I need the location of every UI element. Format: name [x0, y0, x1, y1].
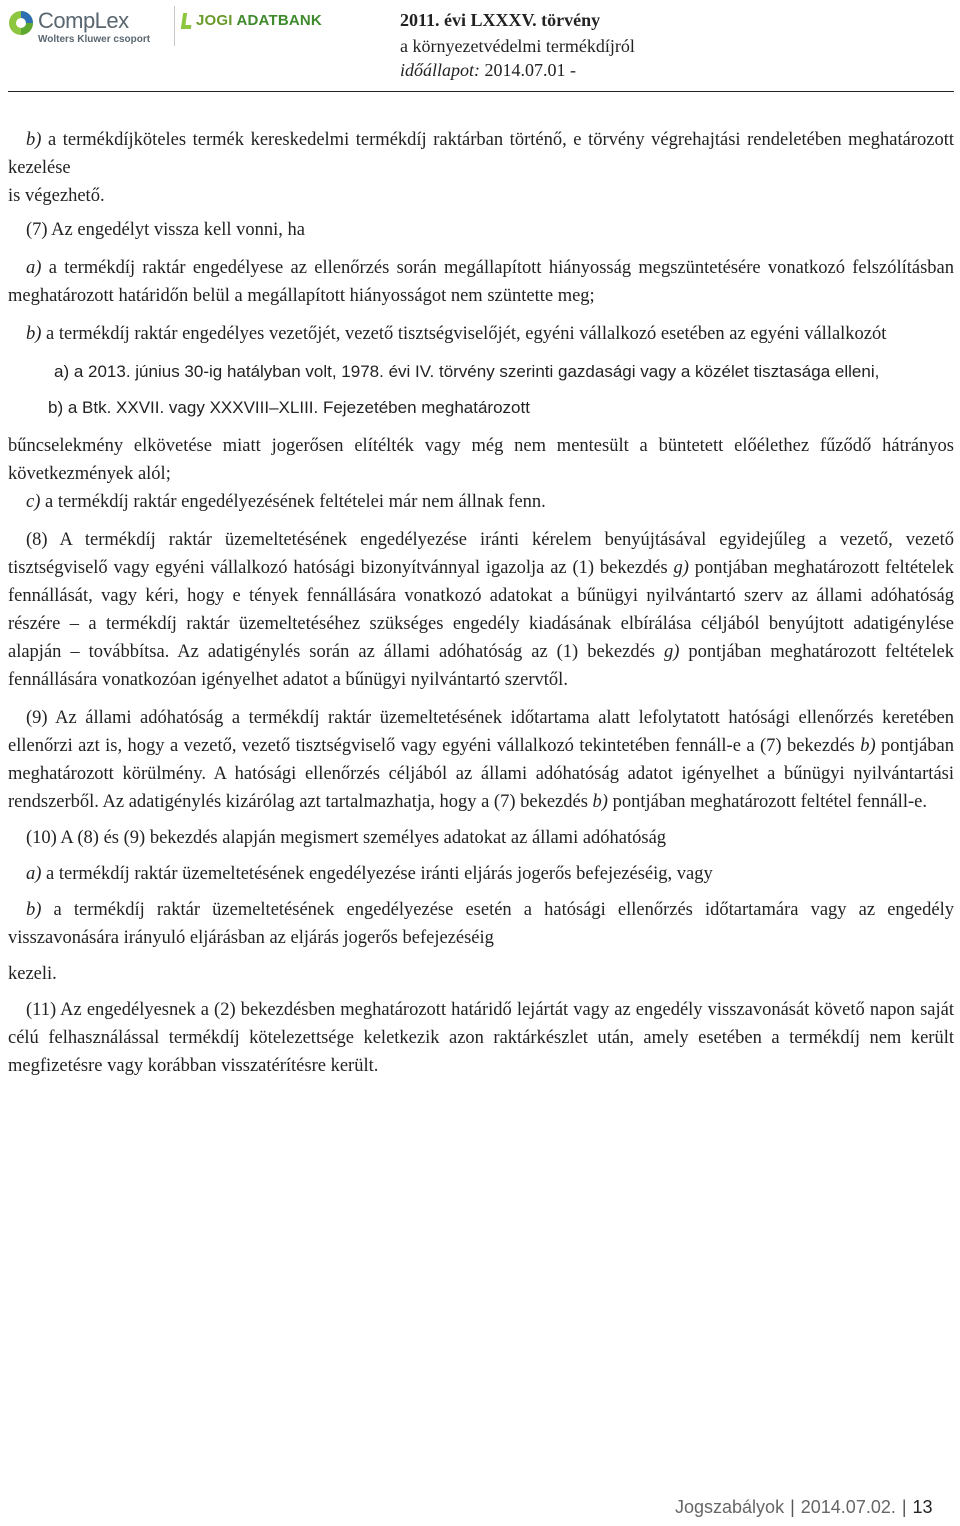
point-marker: b): [592, 792, 608, 812]
jogi-adatbank-logo-text: JOGI ADATBANK: [196, 12, 322, 29]
paragraph: (7) Az engedélyt vissza kell vonni, ha: [26, 220, 305, 240]
paragraph: b) a termékdíjköteles termék kereskedelmi termékdíj raktárban történő, e törvény végrehajtási rendeletében meghatározott kezelése: [8, 130, 954, 178]
header-rule: [8, 91, 954, 92]
state-label: időállapot:: [400, 60, 480, 80]
complex-logo-icon: [8, 10, 34, 36]
point-marker: b): [860, 736, 876, 756]
jogi-adatbank-logo-icon: [181, 13, 193, 29]
paragraph: b) a termékdíj raktár engedélyes vezetőjét, vezető tisztségviselőjét, egyéni vállalkozó esetében az egyéni vállalkozót: [26, 324, 887, 344]
document-state: [400, 60, 576, 81]
paragraph: bűncselekmény elkövetése miatt jogerősen elítélték vagy még nem mentesült a büntetett előélethez fűződő hátrányos következmények alól;: [8, 436, 954, 484]
paragraph: is végezhető.: [8, 186, 105, 206]
page-footer: [675, 1497, 933, 1518]
paragraph: b) a termékdíj raktár üzemeltetésének engedélyezése esetén a hatósági ellenőrzés időtartamára vagy az engedély visszavonására irányuló eljárásban az eljárás jogerős befejezéséig: [8, 900, 954, 948]
document-title: 2011. évi LXXXV. törvény: [400, 10, 601, 30]
point-marker: a): [26, 258, 42, 278]
footer-source: Jogszabályok: [675, 1497, 785, 1517]
point-marker: g): [673, 558, 689, 578]
paragraph: b) a Btk. XXVII. vagy XXXVIII–XLIII. Fejezetében meghatározott: [48, 398, 530, 417]
paragraph: c) a termékdíj raktár engedélyezésének feltételei már nem állnak fenn.: [26, 492, 546, 512]
footer-separator: |: [790, 1497, 795, 1517]
paragraph: a) a termékdíj raktár üzemeltetésének engedélyezése iránti eljárás jogerős befejezéséig, vagy: [26, 864, 713, 884]
point-marker: c): [26, 492, 41, 512]
complex-logo-subtitle: Wolters Kluwer csoport: [38, 34, 151, 45]
document-body: [8, 126, 954, 1080]
point-marker: a): [26, 864, 42, 884]
page-number: 13: [912, 1497, 933, 1517]
state-value: 2014.07.01 -: [480, 60, 576, 80]
complex-logo: [8, 8, 168, 48]
logo-divider: [174, 6, 175, 46]
paragraph: (9) Az állami adóhatóság a termékdíj raktár üzemeltetésének időtartama alatt lefolytatott hatósági ellenőrzés keretében ellenőrzi azt is, hogy a vezető, vezető tisztségviselő vagy egyéni vállalkozó tekintetében fennáll-e a (7) bekezdés b) pontjában meghatározott körülmény. A hatósági ellenőrzés céljából az állami adóhatóság adatot igényelhet a bűnügyi nyilvántartási rendszerből. Az adatigénylés kizárólag azt tartalmazhatja, hogy a (7) bekezdés b) pontjában meghatározott feltétel fennáll-e.: [8, 708, 954, 812]
footer-separator: |: [901, 1497, 907, 1517]
document-subtitle: a környezetvédelmi termékdíjról: [400, 36, 635, 56]
paragraph: (10) A (8) és (9) bekezdés alapján megismert személyes adatokat az állami adóhatóság: [26, 828, 667, 848]
point-marker: b): [26, 324, 42, 344]
paragraph: a) a termékdíj raktár engedélyese az ellenőrzés során megállapított hiányosság megszüntetésére vonatkozó felszólításban meghatározott határidőn belül a megállapított hiányosságot nem szüntette meg;: [8, 258, 954, 306]
paragraph: (8) A termékdíj raktár üzemeltetésének engedélyezése iránti kérelem benyújtásával egyidejűleg a vezető, vezető tisztségviselő vagy egyéni vállalkozó hatósági bizonyítvánnyal igazolja az (1) bekezdés g) pontjában meghatározott feltételek fennállását, vagy kéri, hogy e tények fennállására vonatkozó adatokat a bűnügyi nyilvántartó szerv az állami adóhatóság részére – a termékdíj raktár üzemeltetéséhez szükséges engedély kiadásának elbírálása céljából benyújtott adatigénylése alapján – továbbítsa. Az adatigénylés során az állami adóhatóság az (1) bekezdés g) pontjában meghatározott feltételek fennállására vonatkozóan igényelhet adatot a bűnügyi nyilvántartó szervtől.: [8, 530, 954, 690]
complex-logo-name: CompLex: [38, 8, 129, 33]
paragraph: kezeli.: [8, 964, 57, 984]
point-marker: b): [26, 130, 42, 150]
point-marker: b): [26, 900, 42, 920]
footer-date: 2014.07.02.: [800, 1497, 896, 1517]
paragraph: a) a 2013. június 30-ig hatályban volt, 1978. évi IV. törvény szerinti gazdasági vagy a közélet tisztasága elleni,: [54, 362, 880, 381]
point-marker: g): [664, 642, 680, 662]
page-header: [0, 0, 960, 92]
jogi-adatbank-logo: [182, 12, 332, 36]
paragraph: (11) Az engedélyesnek a (2) bekezdésben meghatározott határidő lejártát vagy az engedély visszavonását követő napon saját célú felhasználással termékdíj kötelezettsége keletkezik azon raktárkészlet után, amely esetében a termékdíj nem került megfizetésre vagy korábban visszatérítésre került.: [8, 1000, 954, 1076]
